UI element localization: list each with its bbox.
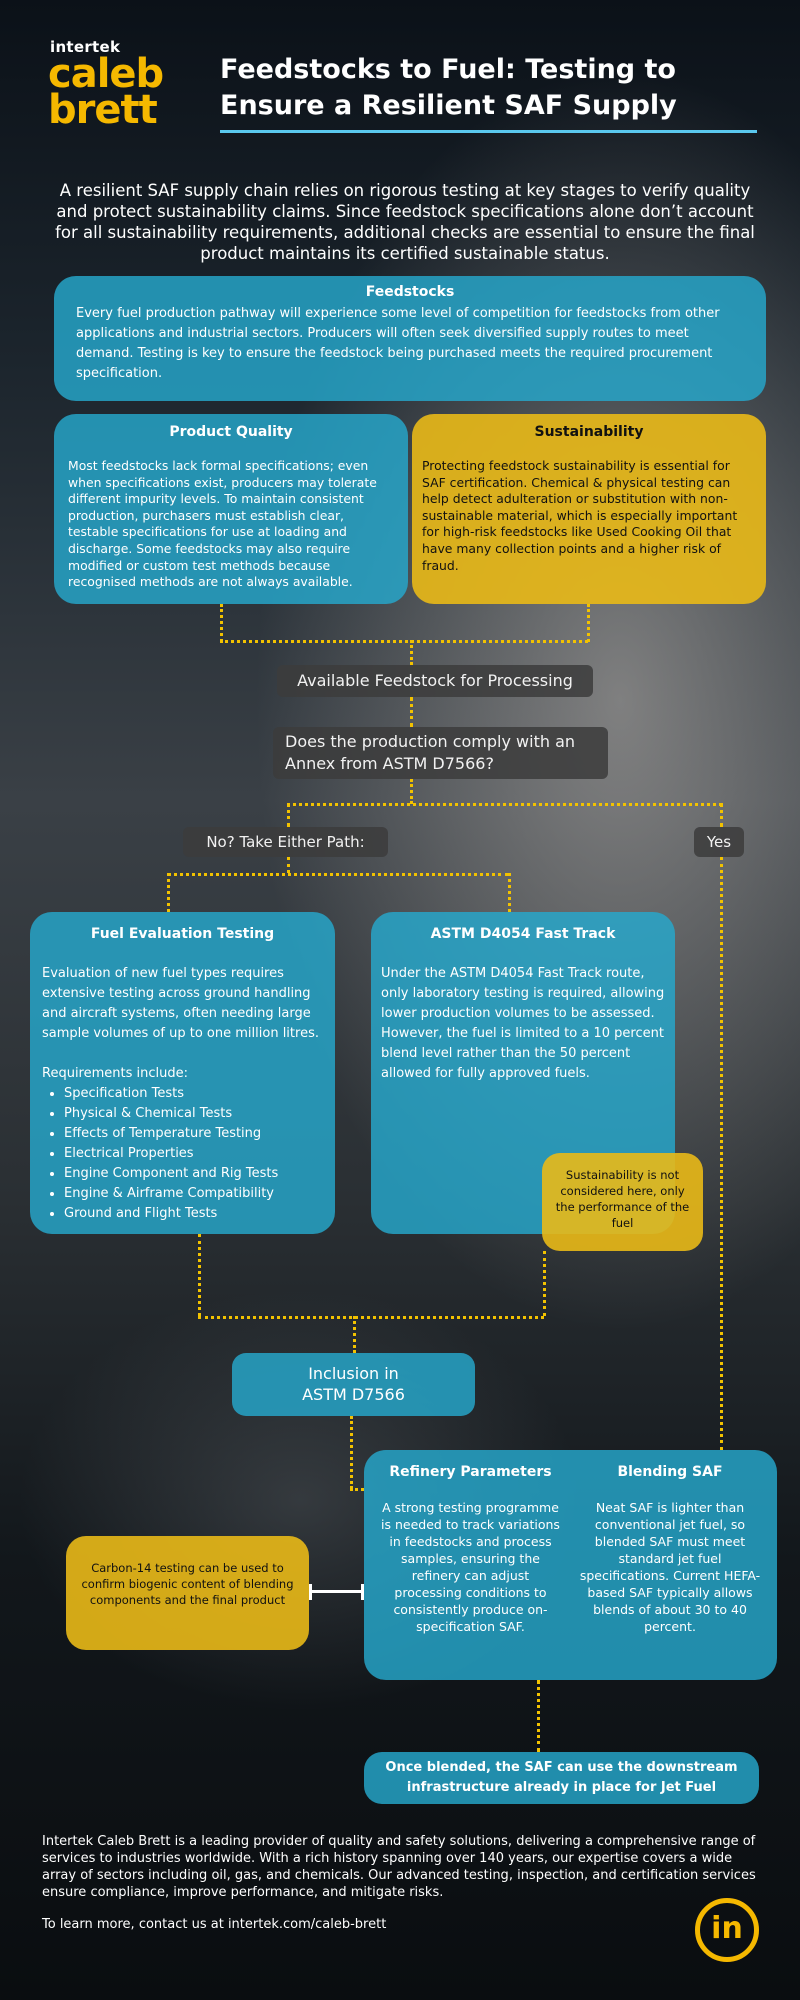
sustainability-note: Sustainability is not considered here, only the performance of the fuel — [542, 1153, 703, 1251]
refinery-heading: Refinery Parameters — [389, 1464, 552, 1480]
inclusion-label — [232, 1353, 475, 1416]
refinery-text: A strong testing programme is needed to track variations in feedstocks and process samples, ensuring the refinery can adjust processing conditions to consistently produce on-specification SAF. — [381, 1500, 560, 1634]
list-item: • Engine Component and Rig Tests — [64, 1164, 323, 1184]
inclusion-line-2: ASTM D7566 — [302, 1385, 405, 1404]
list-item: • Physical & Chemical Tests — [64, 1104, 323, 1124]
connector-line — [410, 779, 413, 804]
connector-line — [198, 1316, 544, 1319]
blending-text: Neat SAF is lighter than conventional jet fuel, so blended SAF must meet standard jet fuel specifications. Current HEFA-based SAF typically allows blends of about 30 to 40 percent. — [579, 1500, 761, 1634]
connector-line — [353, 1316, 356, 1353]
fuel-evaluation-text: Evaluation of new fuel types requires extensive testing across ground handling and aircraft systems, often needing large sample volumes of up to one million litres. — [42, 966, 319, 1041]
feedstocks-heading: Feedstocks — [365, 284, 455, 300]
connector-line — [167, 873, 509, 876]
yes-label: Yes — [694, 827, 744, 857]
connector-line — [287, 803, 290, 827]
connector-line — [720, 857, 723, 1450]
comply-question: Does the production comply with an Annex from ASTM D7566? — [273, 727, 608, 779]
blending-column — [576, 1464, 764, 1635]
title-underline — [220, 130, 757, 133]
intertek-badge-icon: in — [695, 1898, 759, 1962]
refinery-blending-panel — [364, 1450, 777, 1680]
inclusion-line-1: Inclusion in — [308, 1364, 399, 1383]
list-item: • Effects of Temperature Testing — [64, 1124, 323, 1144]
contact-link[interactable]: To learn more, contact us at intertek.com/caleb-brett — [42, 1917, 387, 1932]
requirements-list — [42, 1084, 323, 1224]
connector-line — [537, 1680, 540, 1752]
connector-line — [410, 697, 413, 727]
connector-line — [287, 803, 722, 806]
list-item: • Specification Tests — [64, 1084, 323, 1104]
list-item: • Electrical Properties — [64, 1144, 323, 1164]
product-quality-heading: Product Quality — [169, 424, 293, 440]
sustainability-heading: Sustainability — [534, 424, 644, 440]
connector-line — [220, 640, 588, 643]
fast-track-heading: ASTM D4054 Fast Track — [430, 926, 616, 942]
carbon-14-note: Carbon-14 testing can be used to confirm biogenic content of blending components and the final product — [66, 1536, 309, 1650]
connector-line — [350, 1416, 353, 1489]
product-quality-text: Most feedstocks lack formal specifications; even when specifications exist, producers may tolerate different impurity levels. To maintain consistent production, purchasers must establish clear, testable specifications for use at loading and discharge. Some feedstocks may also require modified or custom test methods because recognised methods are not always available. — [68, 458, 377, 590]
connector-line — [543, 1251, 546, 1316]
list-item: • Ground and Flight Tests — [64, 1204, 323, 1224]
page-title: Feedstocks to Fuel: Testing to Ensure a Resilient SAF Supply — [220, 54, 677, 121]
sustainability-panel — [412, 414, 766, 604]
refinery-column — [378, 1464, 563, 1635]
intro-text: A resilient SAF supply chain relies on rigorous testing at key stages to verify quality and protect sustainability claims. Since feedstock specifications alone don’t account for all sustainability requirements, additional checks are essential to ensure the final product maintains its certified sustainable status. — [55, 181, 755, 263]
feedstocks-panel — [54, 276, 766, 401]
connector-line — [410, 640, 413, 665]
brand-logo — [48, 51, 164, 133]
requirements-label: Requirements include: — [42, 1066, 188, 1081]
logo-line-1: caleb — [48, 51, 164, 97]
fuel-evaluation-heading: Fuel Evaluation Testing — [90, 926, 275, 942]
no-path-label: No? Take Either Path: — [183, 827, 388, 857]
connector-line — [198, 1234, 201, 1316]
sustainability-text: Protecting feedstock sustainability is essential for SAF certification. Chemical & physical testing can help detect adulteration or substitution with non-sustainable material, which is especially important for high-risk feedstocks like Used Cooking Oil that have many collection points and a higher risk of fraud. — [422, 458, 738, 573]
connector-line — [587, 604, 590, 642]
product-quality-panel — [54, 414, 408, 604]
fast-track-text: Under the ASTM D4054 Fast Track route, only laboratory testing is required, allowing lower production volumes to be assessed. However, the fuel is limited to a 10 percent blend level rather than the 50 percent allowed for fully approved fuels. — [381, 966, 665, 1081]
downstream-banner: Once blended, the SAF can use the downstream infrastructure already in place for Jet Fuel — [364, 1752, 759, 1804]
blending-heading: Blending SAF — [617, 1464, 723, 1480]
connector-line — [350, 1488, 364, 1491]
connector-line — [167, 873, 170, 912]
about-text: Intertek Caleb Brett is a leading provider of quality and safety solutions, delivering a comprehensive range of services to industries worldwide. With a rich history spanning over 140 years, our expertise covers a wide array of sectors including oil, gas, and chemicals. Our advanced testing, inspection, and certification services ensure compliance, improve performance, and mitigate risks. — [42, 1834, 756, 1900]
fuel-evaluation-panel — [30, 912, 335, 1234]
feedstocks-text: Every fuel production pathway will experience some level of competition for feedstocks from other applications and industrial sectors. Producers will often seek diversified supply routes to meet demand. Testing is key to ensure the feedstock being purchased meets the required procurement specification. — [76, 306, 720, 381]
connector-line — [287, 857, 290, 873]
carbon-connector — [309, 1590, 364, 1593]
brand-small-label: intertek — [50, 38, 121, 56]
connector-line — [220, 604, 223, 642]
connector-line — [508, 873, 511, 912]
list-item: • Engine & Airframe Compatibility — [64, 1184, 323, 1204]
logo-line-2: brett — [48, 87, 157, 133]
available-feedstock-label: Available Feedstock for Processing — [277, 665, 593, 697]
connector-line — [720, 803, 723, 827]
